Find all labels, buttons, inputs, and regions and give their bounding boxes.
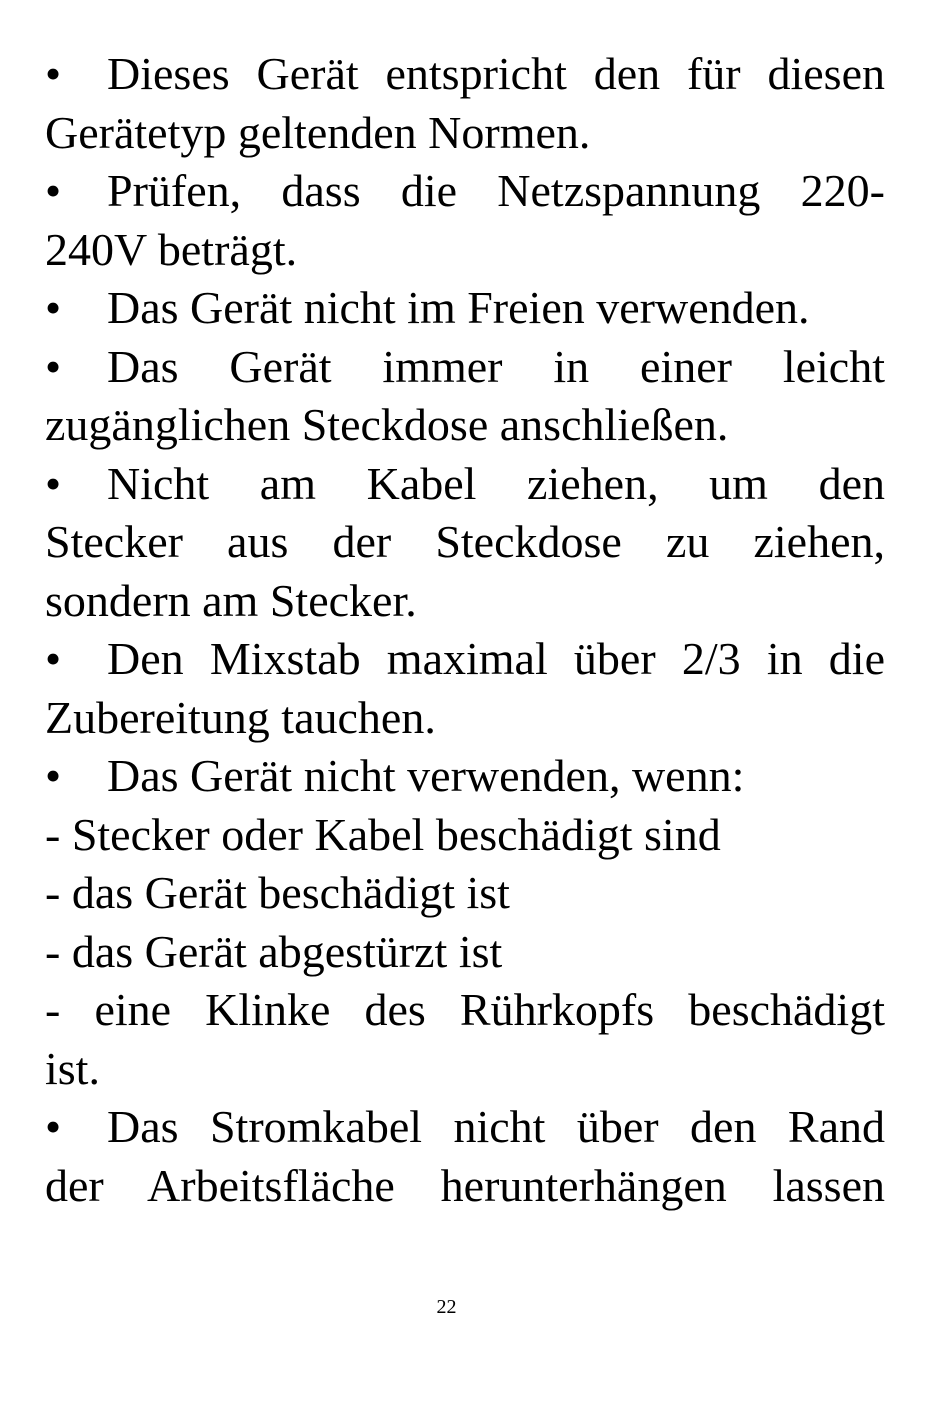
bullet-item-7-text: Das Gerät nicht verwenden, wenn: (107, 750, 745, 801)
bullet-glyph: • (45, 165, 62, 216)
bullet-item-1-text: Dieses Gerät entspricht den für diesen (107, 48, 885, 99)
bullet-glyph: • (45, 282, 62, 333)
bullet-glyph: • (45, 1101, 62, 1152)
bullet-item-8-text: Das Stromkabel nicht über den Rand (107, 1101, 885, 1152)
condition-line-4: - eine Klinke des Rührkopfs beschädigt (45, 984, 885, 1035)
document-page (45, 45, 885, 1215)
bullet-item-5-text: Nicht am Kabel ziehen, um den (107, 457, 885, 509)
bullet-item-2-line-2: 240V beträgt. (45, 223, 298, 275)
bullet-item-2-text: Prüfen, dass die Netzspannung 220- (107, 165, 885, 216)
bullet-item-2-line-1 (45, 162, 885, 221)
page-number: 22 (436, 1296, 457, 1318)
bullet-glyph: • (45, 340, 62, 392)
bullet-glyph: • (45, 457, 62, 509)
bullet-glyph: • (45, 633, 62, 684)
bullet-glyph: • (45, 48, 62, 99)
bullet-item-6-text: Den Mixstab maximal über 2/3 in die (107, 633, 885, 684)
condition-line-5: ist. (45, 1042, 100, 1094)
condition-line-2: - das Gerät beschädigt ist (45, 867, 510, 918)
bullet-item-5-line-3: sondern am Stecker. (45, 574, 417, 626)
bullet-item-4-line-2: zugänglichen Steckdose anschließen. (45, 399, 729, 450)
condition-line-1: - Stecker oder Kabel beschädigt sind (45, 808, 721, 860)
bullet-item-6-line-1 (45, 630, 885, 689)
bullet-item-3-line-1 (45, 279, 885, 338)
condition-line-3: - das Gerät abgestürzt ist (45, 925, 503, 977)
bullet-glyph: • (45, 750, 62, 801)
bullet-item-4-text: Das Gerät immer in einer leicht (107, 340, 885, 392)
bullet-item-4-line-1 (45, 338, 885, 397)
bullet-item-1-line-2: Gerätetyp geltenden Normen. (45, 106, 591, 158)
bullet-item-3-text: Das Gerät nicht im Freien verwenden. (107, 282, 810, 333)
bullet-item-5-line-1 (45, 455, 885, 514)
bullet-item-1-line-1 (45, 45, 885, 104)
bullet-item-8-line-1 (45, 1098, 885, 1157)
bullet-item-7-line-1 (45, 747, 885, 806)
bullet-item-8-line-2: der Arbeitsfläche herunterhängen lassen (45, 1159, 885, 1211)
bullet-item-5-line-2: Stecker aus der Steckdose zu ziehen, (45, 516, 885, 567)
bullet-item-6-line-2: Zubereitung tauchen. (45, 691, 436, 743)
